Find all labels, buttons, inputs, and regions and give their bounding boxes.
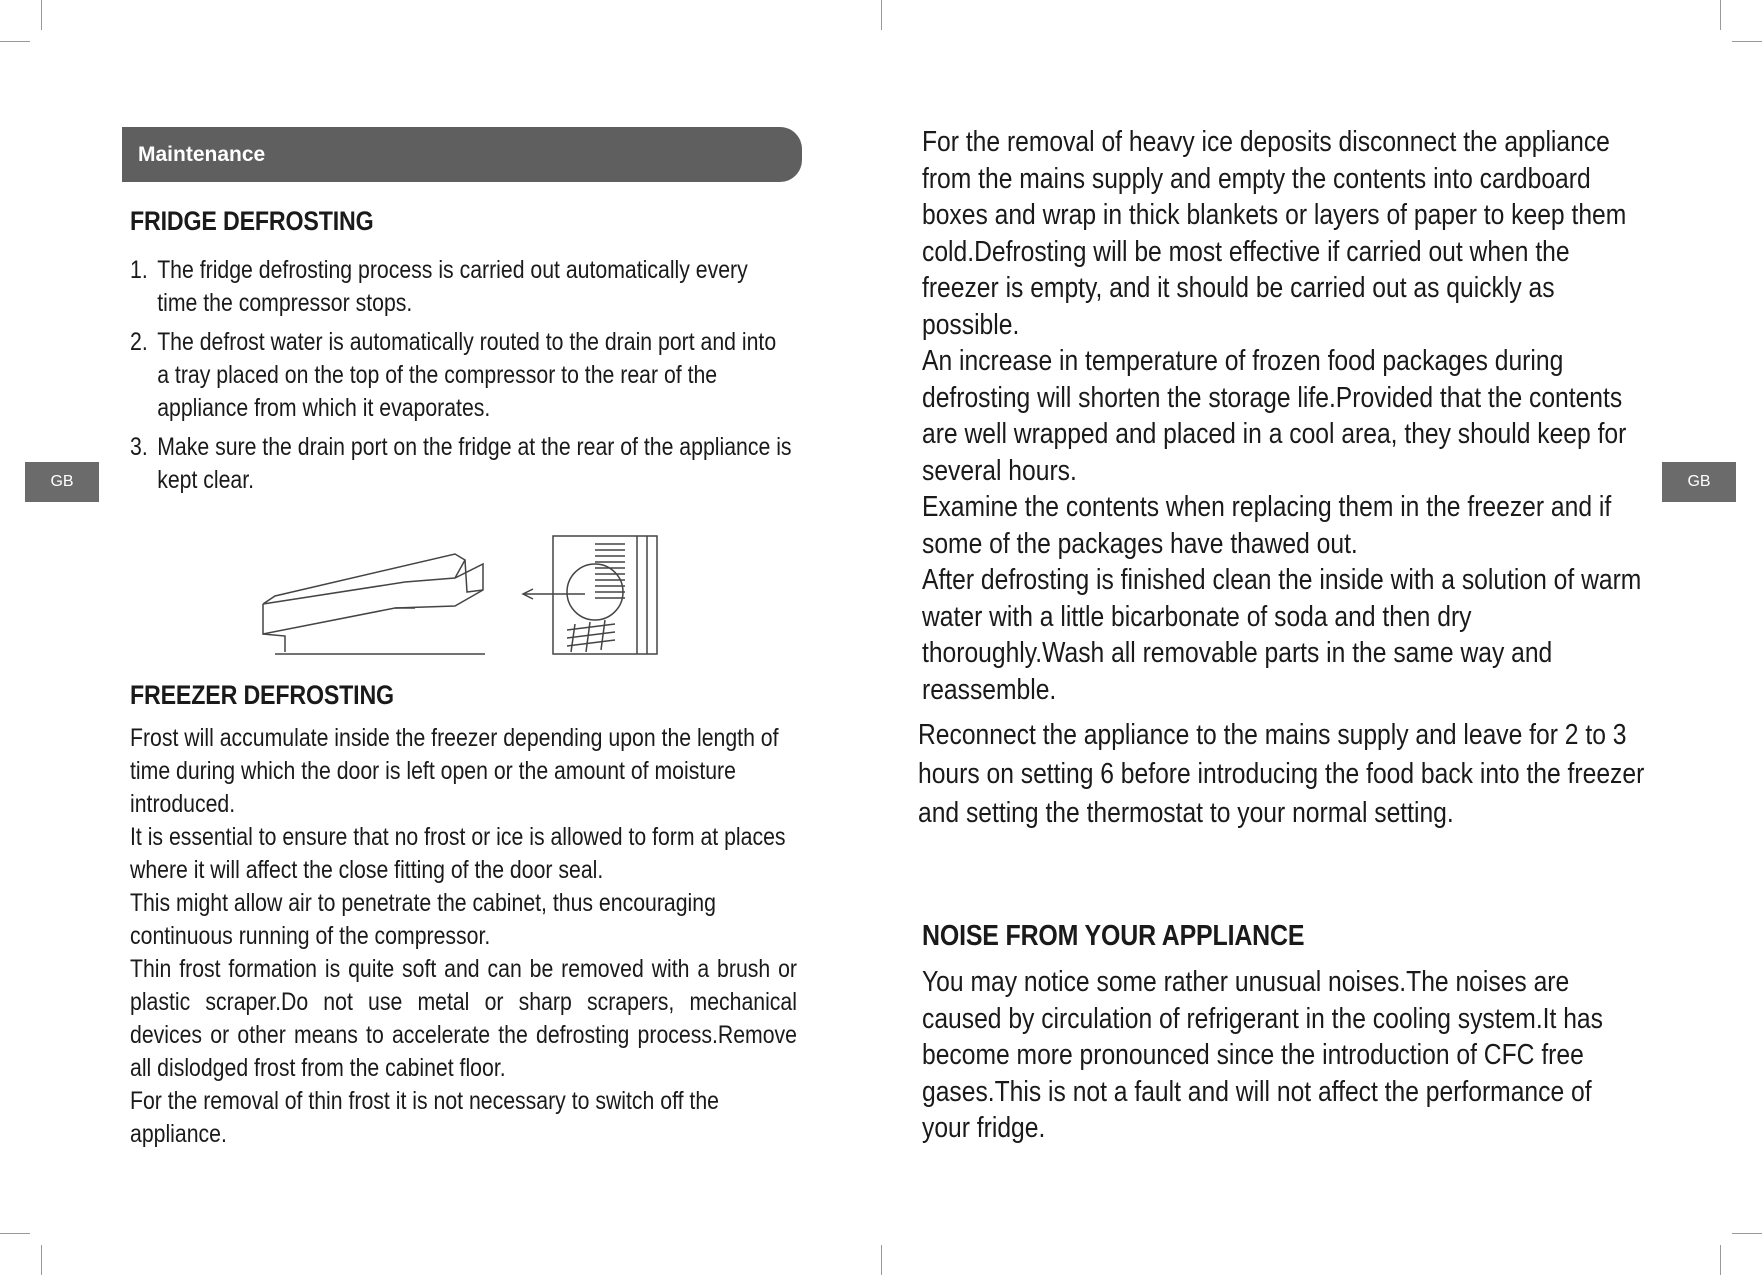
crop-mark bbox=[1732, 1233, 1762, 1234]
list-item bbox=[130, 326, 792, 425]
section-title: Maintenance bbox=[138, 143, 266, 166]
fridge-steps bbox=[130, 254, 790, 503]
fridge-defrosting-section bbox=[130, 206, 790, 237]
drain-illustration bbox=[255, 534, 665, 662]
paragraph: After defrosting is finished clean the inside with a solution of warm water with a little bicarbonate of soda and then dry thoroughly.Wash all removable parts in the same way and reassemble. bbox=[922, 564, 1642, 706]
fridge-defrosting-heading: FRIDGE DEFROSTING bbox=[130, 206, 374, 236]
list-text: The defrost water is automatically routed to the drain port and into a tray placed on the top of the compressor to the rear of the appliance from which it evaporates. bbox=[157, 328, 777, 422]
reconnect-paragraph bbox=[918, 716, 1678, 833]
paragraph: An increase in temperature of frozen food packages during defrosting will shorten the storage life.Provided that the contents are well wrapped and placed in a cool area, they should keep for several hours. bbox=[922, 345, 1627, 487]
paragraph: For the removal of thin frost it is not necessary to switch off the appliance. bbox=[130, 1087, 719, 1148]
freezer-defrosting-body bbox=[130, 722, 795, 1151]
noise-heading: NOISE FROM YOUR APPLIANCE bbox=[922, 920, 1305, 952]
side-tab-left: GB bbox=[25, 462, 99, 502]
crop-mark bbox=[1732, 41, 1762, 42]
crop-mark bbox=[881, 1245, 882, 1275]
ice-removal-body bbox=[922, 124, 1642, 708]
freezer-defrosting-section bbox=[130, 680, 790, 711]
side-tab-right: GB bbox=[1662, 462, 1736, 502]
noise-section bbox=[922, 920, 1682, 953]
crop-mark bbox=[41, 1245, 42, 1275]
crop-mark bbox=[0, 1233, 30, 1234]
paragraph: Frost will accumulate inside the freezer depending upon the length of time during which the door is left open or the amount of moisture introduced. bbox=[130, 724, 779, 818]
drain-port-drawing bbox=[523, 536, 657, 654]
list-number: 1. bbox=[130, 256, 148, 284]
section-header-bar bbox=[122, 127, 802, 182]
paragraph: Reconnect the appliance to the mains supply and leave for 2 to 3 hours on setting 6 before introducing the food back into the freezer and setting the thermostat to your normal setting. bbox=[918, 719, 1645, 829]
freezer-defrosting-heading: FREEZER DEFROSTING bbox=[130, 680, 394, 710]
crop-mark bbox=[41, 0, 42, 30]
paragraph: It is essential to ensure that no frost or ice is allowed to form at places where it will affect the close fitting of the door seal. bbox=[130, 823, 786, 884]
paragraph: Examine the contents when replacing them in the freezer and if some of the packages have thawed out. bbox=[922, 491, 1612, 560]
paragraph: Thin frost formation is quite soft and can be removed with a brush or plastic scraper.Do not use metal or sharp scrapers, mechanical devices or other means to accelerate the defrosting process.Remove all dislodged frost from the cabinet floor. bbox=[130, 955, 797, 1082]
list-item bbox=[130, 431, 792, 497]
paragraph: You may notice some rather unusual noises.The noises are caused by circulation of refrigerant in the cooling system.It has become more pronounced since the introduction of CFC free gases.This is not a fault and will not affect the performance of your fridge. bbox=[922, 966, 1603, 1144]
paragraph: For the removal of heavy ice deposits disconnect the appliance from the mains supply and empty the contents into cardboard boxes and wrap in thick blankets or layers of paper to keep them cold.Defrosting will be most effective if carried out when the freezer is empty, and it should be carried out as quickly as possible. bbox=[922, 126, 1627, 341]
list-item bbox=[130, 254, 792, 320]
paragraph: This might allow air to penetrate the cabinet, thus encouraging continuous running of the compressor. bbox=[130, 889, 716, 950]
crop-mark bbox=[0, 41, 30, 42]
crop-mark bbox=[1720, 1245, 1721, 1275]
list-number: 3. bbox=[130, 433, 148, 461]
list-text: Make sure the drain port on the fridge at the rear of the appliance is kept clear. bbox=[157, 433, 792, 494]
list-number: 2. bbox=[130, 328, 148, 356]
crop-mark bbox=[881, 0, 882, 30]
crop-mark bbox=[1720, 0, 1721, 30]
noise-body bbox=[922, 964, 1642, 1147]
list-text: The fridge defrosting process is carried out automatically every time the compressor stops. bbox=[157, 256, 748, 317]
drain-tray-drawing bbox=[263, 554, 485, 654]
